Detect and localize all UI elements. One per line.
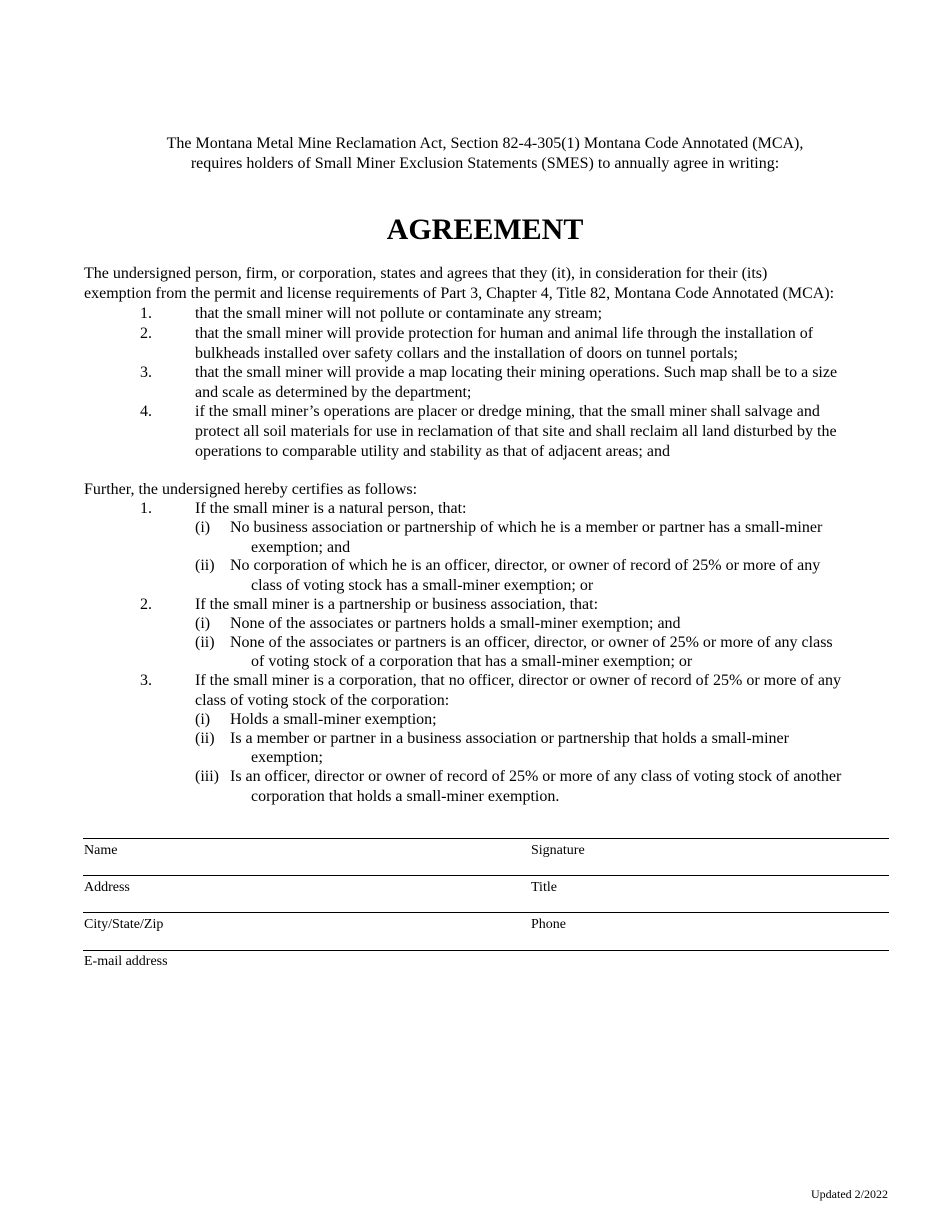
- sub-item-line: class of voting stock has a small-miner exemption; or: [251, 577, 594, 594]
- agreement-item-line: and scale as determined by the department;: [195, 384, 472, 401]
- agreement-item-line: that the small miner will provide a map locating their mining operations. Such map shall be to a size: [195, 364, 838, 381]
- updated-date: Updated 2/2022: [811, 1187, 888, 1201]
- certify-item-line: If the small miner is a corporation, that no officer, director or owner of record of 25% or more of any: [195, 672, 841, 689]
- agreement-item: [195, 324, 895, 364]
- sub-item-line: No corporation of which he is an officer, director, or owner of record of 25% or more of any: [230, 557, 821, 574]
- sub-item-line: of voting stock of a corporation that has a small-miner exemption; or: [251, 653, 693, 670]
- sub-item-label: (i): [195, 711, 211, 728]
- sub-item-line: None of the associates or partners is an officer, director, or owner of 25% or more of any class: [230, 634, 833, 651]
- agreement-item-line: operations to comparable utility and stability as that of adjacent areas; and: [195, 443, 670, 460]
- email-field-label[interactable]: E-mail address: [84, 954, 168, 969]
- agreement-item-line: protect all soil materials for use in reclamation of that site and shall reclaim all land disturbed by the: [195, 423, 837, 440]
- agreement-item: [195, 304, 895, 324]
- intro-line: The Montana Metal Mine Reclamation Act, Section 82-4-305(1) Montana Code Annotated (MCA),: [166, 135, 804, 152]
- city-field-label[interactable]: City/State/Zip: [84, 917, 164, 932]
- agreement-item-line: if the small miner’s operations are placer or dredge mining, that the small miner shall salvage and: [195, 403, 820, 420]
- agreement-item-number: 3.: [140, 364, 152, 381]
- agreement-item-line: that the small miner will not pollute or contaminate any stream;: [195, 305, 603, 322]
- sub-item-label: (ii): [195, 557, 215, 574]
- sub-item-line: Is a member or partner in a business association or partnership that holds a small-miner: [230, 730, 789, 747]
- sub-item-line: exemption; and: [251, 539, 351, 556]
- signature-field-label[interactable]: Signature: [531, 843, 585, 858]
- certify-item-number: 2.: [140, 596, 152, 613]
- form-rule: [83, 950, 889, 951]
- form-rule: [83, 875, 889, 876]
- certify-item: If the small miner is a natural person, that:: [195, 500, 467, 517]
- agreement-item-number: 2.: [140, 325, 152, 342]
- agreement-line: The undersigned person, firm, or corporation, states and agrees that they (it), in consideration for their (its): [84, 265, 768, 282]
- sub-item-label: (i): [195, 615, 211, 632]
- address-field-label[interactable]: Address: [84, 880, 130, 895]
- sub-item-line: Holds a small-miner exemption;: [230, 711, 437, 728]
- sub-item-line: Is an officer, director or owner of record of 25% or more of any class of voting stock of another: [230, 768, 842, 785]
- certify-item-line: class of voting stock of the corporation:: [195, 692, 450, 709]
- agreement-line: exemption from the permit and license requirements of Part 3, Chapter 4, Title 82, Montana Code Annotated (MCA):: [84, 285, 835, 302]
- agreement-item: [195, 363, 895, 403]
- phone-field-label[interactable]: Phone: [531, 917, 566, 932]
- intro-statement: [0, 134, 950, 174]
- agreement-paragraph: [84, 264, 914, 304]
- certify-item-number: 3.: [140, 672, 152, 689]
- name-field-label[interactable]: Name: [84, 843, 118, 858]
- sub-item-line: exemption;: [251, 749, 323, 766]
- agreement-item-line: that the small miner will provide protection for human and animal life through the installation of: [195, 325, 814, 342]
- sub-item-label: (i): [195, 519, 211, 536]
- sub-item-line: No business association or partnership of which he is a member or partner has a small-miner: [230, 519, 823, 536]
- agreement-item-number: 4.: [140, 403, 152, 420]
- certify-item: [195, 671, 895, 711]
- certify-intro: Further, the undersigned hereby certifies as follows:: [84, 481, 418, 498]
- form-rule: [83, 912, 889, 913]
- sub-item-line: corporation that holds a small-miner exemption.: [251, 788, 560, 805]
- agreement-item-number: 1.: [140, 305, 152, 322]
- sub-item-label: (ii): [195, 634, 215, 651]
- certify-item: If the small miner is a partnership or business association, that:: [195, 596, 599, 613]
- sub-item-line: None of the associates or partners holds a small-miner exemption; and: [230, 615, 681, 632]
- agreement-item-line: bulkheads installed over safety collars and the installation of doors on tunnel portals;: [195, 345, 738, 362]
- agreement-item: [195, 402, 895, 462]
- intro-line: requires holders of Small Miner Exclusion Statements (SMES) to annually agree in writing:: [190, 155, 780, 172]
- sub-item-label: (iii): [195, 768, 219, 785]
- form-rule: [83, 838, 889, 839]
- sub-item-label: (ii): [195, 730, 215, 747]
- page-title: AGREEMENT: [386, 213, 584, 246]
- certify-item-number: 1.: [140, 500, 152, 517]
- title-field-label[interactable]: Title: [531, 880, 557, 895]
